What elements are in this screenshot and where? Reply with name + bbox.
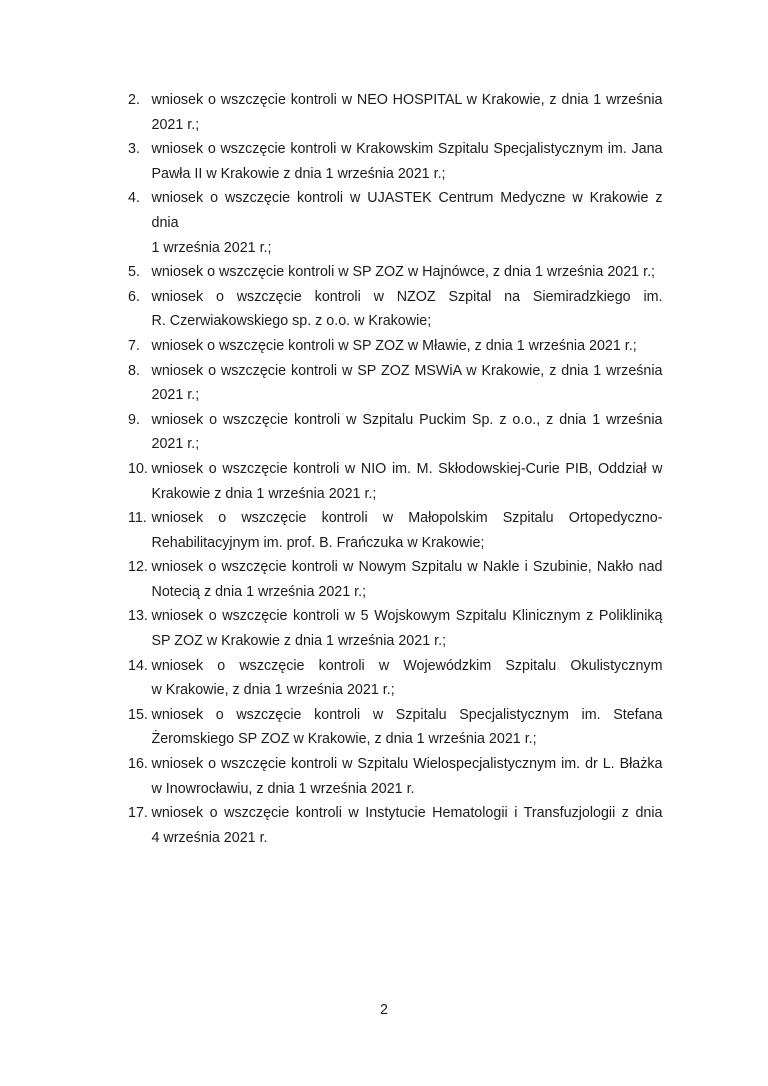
list-item-line: wniosek o wszczęcie kontroli w NIO im. M. Skłodowskiej-Curie PIB, Oddział w bbox=[151, 460, 663, 477]
list-item-line: Rehabilitacyjnym im. prof. B. Frańczuka w Krakowie; bbox=[151, 534, 485, 551]
list-item bbox=[128, 359, 663, 408]
list-item-number: 17. bbox=[128, 805, 148, 822]
list-item-text bbox=[152, 334, 663, 359]
list-item-line: wniosek o wszczęcie kontroli w UJASTEK Centrum Medyczne w Krakowie z dnia bbox=[151, 190, 663, 231]
list-item-line: wniosek o wszczęcie kontroli w SP ZOZ MSWiA w Krakowie, z dnia 1 września bbox=[151, 362, 663, 379]
list-item-line: wniosek o wszczęcie kontroli w Małopolskim Szpitalu Ortopedyczno- bbox=[151, 510, 663, 527]
list-item-line: 2021 r.; bbox=[151, 116, 200, 133]
list-item bbox=[128, 334, 663, 359]
list-item-text bbox=[152, 186, 663, 260]
list-item bbox=[128, 285, 663, 334]
list-item bbox=[128, 186, 663, 260]
list-item-text bbox=[152, 604, 663, 653]
list-item-number: 10. bbox=[128, 460, 148, 477]
list-item-line: Krakowie z dnia 1 września 2021 r.; bbox=[151, 485, 377, 502]
list-item-line: Notecią z dnia 1 września 2021 r.; bbox=[151, 583, 367, 600]
list-item-line: wniosek o wszczęcie kontroli w Szpitalu Specjalistycznym im. Stefana bbox=[151, 706, 663, 723]
list-item-line: wniosek o wszczęcie kontroli w Instytucie Hematologii i Transfuzjologii z dnia bbox=[151, 805, 663, 822]
list-item-line: wniosek o wszczęcie kontroli w Nowym Szpitalu w Nakle i Szubinie, Nakło nad bbox=[151, 559, 663, 576]
list-item-line: wniosek o wszczęcie kontroli w Szpitalu Wielospecjalistycznym im. dr L. Błażka bbox=[151, 756, 663, 773]
list-item bbox=[128, 604, 663, 653]
list-item-text bbox=[152, 408, 663, 457]
list-item-text bbox=[152, 801, 663, 850]
list-item-line: wniosek o wszczęcie kontroli w Wojewódzkim Szpitalu Okulistycznym bbox=[151, 657, 663, 674]
list-item-number: 7. bbox=[128, 337, 140, 354]
list-item-line: wniosek o wszczęcie kontroli w Szpitalu Puckim Sp. z o.o., z dnia 1 września bbox=[151, 411, 663, 428]
list-item bbox=[128, 260, 663, 285]
list-item-number: 4. bbox=[128, 190, 140, 207]
list-item-line: wniosek o wszczęcie kontroli w SP ZOZ w Mławie, z dnia 1 września 2021 r.; bbox=[151, 337, 637, 354]
numbered-list bbox=[128, 88, 663, 850]
list-item-text bbox=[152, 457, 663, 506]
list-item bbox=[128, 137, 663, 186]
list-item-text bbox=[152, 654, 663, 703]
list-item-number: 12. bbox=[128, 559, 148, 576]
list-item-line: wniosek o wszczęcie kontroli w NEO HOSPITAL w Krakowie, z dnia 1 września bbox=[151, 92, 663, 108]
list-item-text bbox=[152, 137, 663, 186]
list-item bbox=[128, 457, 663, 506]
list-item-text bbox=[152, 703, 663, 752]
list-item-text bbox=[152, 260, 663, 285]
list-item bbox=[128, 88, 663, 137]
list-item-line: w Inowrocławiu, z dnia 1 września 2021 r. bbox=[151, 780, 415, 797]
list-item-line: 4 września 2021 r. bbox=[151, 829, 268, 846]
list-item-number: 6. bbox=[128, 288, 140, 305]
list-item bbox=[128, 555, 663, 604]
list-item-number: 8. bbox=[128, 362, 140, 379]
list-item-line: SP ZOZ w Krakowie z dnia 1 września 2021 r.; bbox=[151, 633, 447, 650]
list-item-number: 9. bbox=[128, 411, 140, 428]
list-item-text bbox=[152, 359, 663, 408]
list-item-text bbox=[152, 752, 663, 801]
list-item-line: Pawła II w Krakowie z dnia 1 września 2021 r.; bbox=[151, 165, 446, 182]
list-item-number: 16. bbox=[128, 756, 148, 773]
list-item-line: wniosek o wszczęcie kontroli w NZOZ Szpital na Siemiradzkiego im. bbox=[151, 288, 663, 305]
list-item bbox=[128, 506, 663, 555]
list-item-number: 5. bbox=[128, 264, 140, 281]
list-item-line: R. Czerwiakowskiego sp. z o.o. w Krakowie; bbox=[151, 313, 432, 330]
list-item bbox=[128, 408, 663, 457]
list-item-line: 2021 r.; bbox=[151, 387, 200, 404]
list-item-number: 3. bbox=[128, 141, 140, 158]
list-item-line: 1 września 2021 r.; bbox=[151, 239, 272, 256]
list-item-line: wniosek o wszczęcie kontroli w SP ZOZ w Hajnówce, z dnia 1 września 2021 r.; bbox=[151, 264, 656, 281]
list-item-text bbox=[152, 88, 663, 137]
list-item-line: wniosek o wszczęcie kontroli w Krakowskim Szpitalu Specjalistycznym im. Jana bbox=[151, 141, 663, 158]
list-item-text bbox=[152, 285, 663, 334]
list-item bbox=[128, 654, 663, 703]
list-item-line: 2021 r.; bbox=[151, 436, 200, 453]
list-item-number: 11. bbox=[128, 510, 147, 527]
list-item-text bbox=[152, 555, 663, 604]
list-item-line: wniosek o wszczęcie kontroli w 5 Wojskowym Szpitalu Klinicznym z Polikliniką bbox=[151, 608, 663, 625]
list-item-number: 13. bbox=[128, 608, 148, 625]
page-number: 2 bbox=[380, 1002, 388, 1018]
list-item bbox=[128, 703, 663, 752]
list-item bbox=[128, 801, 663, 850]
list-item-text bbox=[152, 506, 663, 555]
list-item bbox=[128, 752, 663, 801]
list-item-line: w Krakowie, z dnia 1 września 2021 r.; bbox=[151, 682, 395, 699]
list-item-number: 14. bbox=[128, 657, 148, 674]
list-item-number: 2. bbox=[128, 92, 140, 108]
list-item-number: 15. bbox=[128, 706, 148, 723]
list-item-line: Żeromskiego SP ZOZ w Krakowie, z dnia 1 września 2021 r.; bbox=[151, 731, 537, 748]
